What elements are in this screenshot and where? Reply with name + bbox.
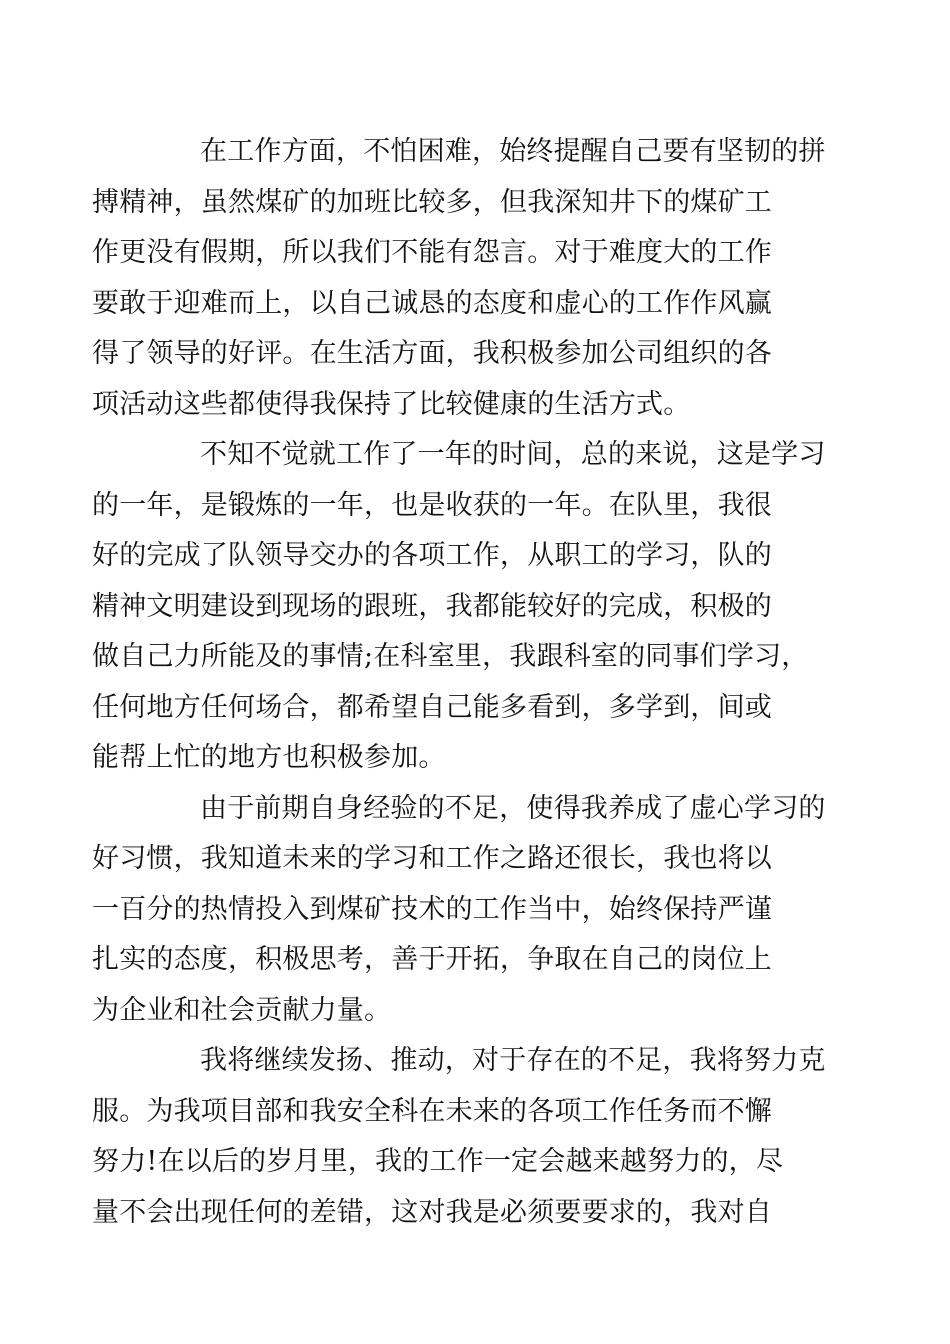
paragraph-future	[92, 1036, 826, 1238]
paragraph-line: 作更没有假期，所以我们不能有怨言。对于难度大的工作	[92, 237, 772, 268]
paragraph-line: 好的完成了队领导交办的各项工作，从职工的学习，队的	[92, 540, 772, 571]
paragraph-line: 不知不觉就工作了一年的时间，总的来说，这是学习	[200, 439, 826, 470]
paragraph-line: 在工作方面，不怕困难，始终提醒自己要有坚韧的拼	[200, 136, 826, 167]
paragraph-line: 我将继续发扬、推动，对于存在的不足，我将努力克	[200, 1045, 826, 1076]
paragraph-learning	[92, 784, 826, 1037]
paragraph-line: 能帮上忙的地方也积极参加。	[92, 742, 446, 773]
paragraph-line: 服。为我项目部和我安全科在未来的各项工作任务而不懈	[92, 1095, 772, 1127]
paragraph-work	[92, 127, 826, 430]
document-body	[92, 127, 826, 1238]
paragraph-line: 一百分的热情投入到煤矿技术的工作当中，始终保持严谨	[92, 893, 772, 925]
paragraph-line: 扎实的态度，积极思考，善于开拓，争取在自己的岗位上	[92, 944, 772, 975]
paragraph-year-summary	[92, 430, 826, 784]
paragraph-line: 量不会出现任何的差错，这对我是必须要要求的，我对自	[92, 1196, 772, 1228]
paragraph-line: 努力!在以后的岁月里，我的工作一定会越来越努力的，尽	[92, 1146, 784, 1177]
paragraph-line: 好习惯，我知道未来的学习和工作之路还很长，我也将以	[92, 843, 772, 874]
paragraph-line: 要敢于迎难而上，以自己诚恳的态度和虚心的工作作风赢	[92, 287, 772, 319]
paragraph-line: 项活动这些都使得我保持了比较健康的生活方式。	[92, 388, 691, 420]
paragraph-line: 做自己力所能及的事情;在科室里，我跟科室的同事们学习，	[92, 641, 809, 672]
paragraph-line: 的一年，是锻炼的一年，也是收获的一年。在队里，我很	[92, 489, 772, 521]
paragraph-line: 由于前期自身经验的不足，使得我养成了虚心学习的	[200, 792, 826, 824]
paragraph-line: 得了领导的好评。在生活方面，我积极参加公司组织的各	[92, 338, 772, 369]
paragraph-line: 为企业和社会贡献力量。	[92, 994, 392, 1026]
paragraph-line: 任何地方任何场合，都希望自己能多看到，多学到，间或	[92, 691, 772, 723]
paragraph-line: 搏精神，虽然煤矿的加班比较多，但我深知井下的煤矿工	[92, 186, 772, 218]
paragraph-line: 精神文明建设到现场的跟班，我都能较好的完成，积极的	[92, 590, 772, 622]
